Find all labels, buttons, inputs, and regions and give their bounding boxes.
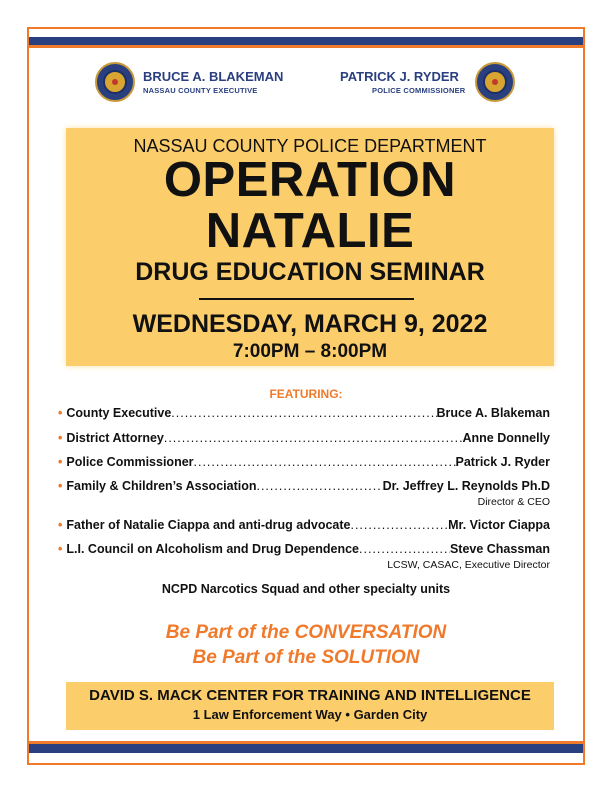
official-name-executive: BRUCE A. BLAKEMAN xyxy=(143,69,284,84)
speaker-role: L.I. Council on Alcoholism and Drug Dependence xyxy=(66,542,360,556)
event-date: WEDNESDAY, MARCH 9, 2022 xyxy=(132,310,488,338)
event-subtitle: DRUG EDUCATION SEMINAR xyxy=(135,258,485,286)
speaker-role: County Executive xyxy=(66,406,172,420)
event-time: 7:00PM – 8:00PM xyxy=(232,341,388,362)
bullet-icon: • xyxy=(58,455,63,469)
speaker-role: Police Commissioner xyxy=(66,455,194,469)
list-item xyxy=(58,406,550,424)
department-name: NASSAU COUNTY POLICE DEPARTMENT xyxy=(133,136,487,156)
list-item xyxy=(58,455,550,473)
speaker-detail: Director & CEO xyxy=(477,496,550,508)
bullet-icon: • xyxy=(58,479,63,493)
official-name-commissioner: PATRICK J. RYDER xyxy=(340,69,459,84)
speaker-detail: LCSW, CASAC, Executive Director xyxy=(387,559,550,571)
speaker-name: Anne Donnelly xyxy=(462,431,550,445)
dot-leader xyxy=(164,431,463,445)
top-orange-stripe xyxy=(29,45,583,48)
official-title-commissioner: POLICE COMMISSIONER xyxy=(372,86,466,95)
dot-leader xyxy=(359,542,450,556)
featuring-label: FEATURING: xyxy=(269,387,343,401)
speaker-name: Bruce A. Blakeman xyxy=(436,406,550,420)
list-item xyxy=(58,431,550,449)
list-item xyxy=(58,518,550,536)
event-title-line1: OPERATION xyxy=(163,153,457,207)
title-divider xyxy=(199,298,414,300)
list-item xyxy=(58,542,550,560)
dot-leader xyxy=(350,518,448,532)
dot-leader xyxy=(171,406,436,420)
bullet-icon: • xyxy=(58,518,63,532)
venue-name: DAVID S. MACK CENTER FOR TRAINING AND INTELLIGENCE xyxy=(89,687,531,704)
venue-address: 1 Law Enforcement Way • Garden City xyxy=(192,707,428,722)
speaker-name: Steve Chassman xyxy=(449,542,550,556)
police-department-seal-icon xyxy=(475,62,515,102)
dot-leader xyxy=(194,455,456,469)
speaker-name: Mr. Victor Ciappa xyxy=(448,518,550,532)
official-title-executive: NASSAU COUNTY EXECUTIVE xyxy=(143,86,258,95)
dot-leader xyxy=(256,479,382,493)
speaker-role: Father of Natalie Ciappa and anti-drug advocate xyxy=(66,518,351,532)
bullet-icon: • xyxy=(58,431,63,445)
speaker-name: Dr. Jeffrey L. Reynolds Ph.D xyxy=(382,479,550,493)
speaker-role: Family & Children’s Association xyxy=(66,479,257,493)
slogan-solution: Be Part of the SOLUTION xyxy=(192,647,420,668)
bullet-icon: • xyxy=(58,542,63,556)
top-navy-stripe xyxy=(29,37,583,45)
bullet-icon: • xyxy=(58,406,63,420)
bottom-navy-stripe xyxy=(29,744,583,753)
speaker-role: District Attorney xyxy=(66,431,164,445)
list-item xyxy=(58,479,550,497)
slogan-conversation: Be Part of the CONVERSATION xyxy=(165,622,447,643)
additional-participants: NCPD Narcotics Squad and other specialty units xyxy=(161,582,451,596)
nassau-county-seal-icon xyxy=(95,62,135,102)
speaker-name: Patrick J. Ryder xyxy=(455,455,550,469)
event-title-line2: NATALIE xyxy=(205,204,415,258)
